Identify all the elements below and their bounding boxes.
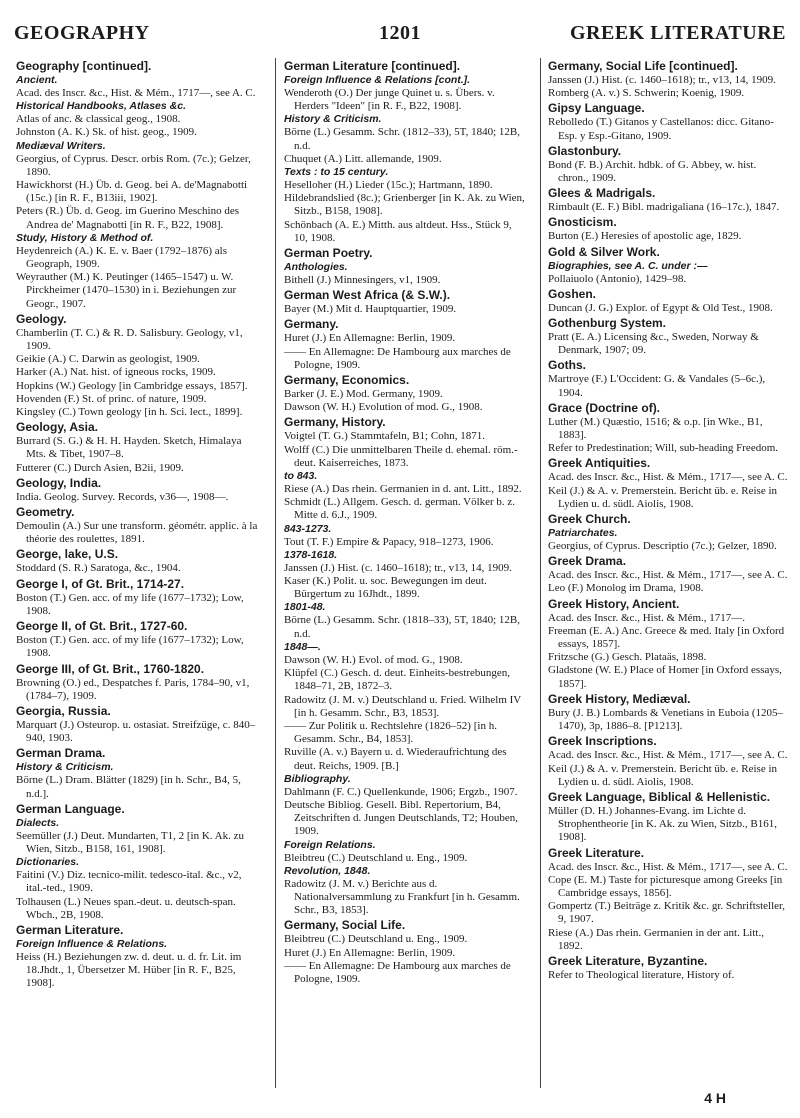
index-heading: Geology.	[16, 311, 67, 326]
index-entry: Acad. des Inscr. &c., Hist. & Mém., 1717—, see A. C.	[548, 569, 788, 582]
index-entry: Boston (T.) Gen. acc. of my life (1677–1732); Low, 1908.	[16, 634, 244, 660]
index-entry: Börne (L.) Gesamm. Schr. (1812–33), 5T, 1840; 12B, n.d.	[284, 126, 520, 152]
index-subheading: 1848—.	[284, 640, 321, 653]
index-heading: Gipsy Language.	[548, 101, 645, 116]
index-entry: Keil (J.) & A. v. Premerstein. Bericht üb. e. Reise in Lydien u. d. südl. Aiolis, 1908.	[548, 762, 778, 788]
index-entry: Kaser (K.) Polit. u. soc. Bewegungen im deut. Bürgertum zu 16Jhdt., 1899.	[284, 575, 487, 601]
index-entry: Gladstone (W. E.) Place of Homer [in Oxford essays, 1857].	[548, 664, 782, 690]
index-subheading: 843-1273.	[284, 522, 332, 535]
index-entry: Acad. des Inscr. &c., Hist. & Mém., 1717—.	[548, 611, 746, 624]
index-entry: Wenderoth (O.) Der junge Quinet u. s. Übers. v. Herders "Ideen" [in R. F., B22, 1908].	[284, 87, 495, 113]
index-entry: Hawickhorst (H.) Üb. d. Geog. bei A. de'Magnabotti (15c.) [in R. F., B13iii, 1902].	[16, 179, 248, 205]
index-heading: Greek History, Mediæval.	[548, 691, 691, 706]
index-heading: Grace (Doctrine of).	[548, 400, 661, 415]
index-entry: Acad. des Inscr. &c., Hist. & Mém., 1717—, see A. C.	[548, 749, 788, 762]
index-entry: Müller (D. H.) Johannes-Evang. im Lichte d. Strophentheorie [in K. Ak. zu Wien, Sitzb., B161, 1908].	[548, 804, 778, 844]
index-heading: Geometry.	[16, 505, 75, 520]
index-subheading: Dictionaries.	[16, 856, 80, 869]
index-entry: —— En Allemagne: De Hambourg aux marches de Pologne, 1909.	[284, 345, 511, 371]
index-subheading: Historical Handbooks, Atlases &c.	[16, 100, 186, 113]
index-entry: Keil (J.) & A. v. Premerstein. Bericht üb. e. Reise in Lydien u. d. südl. Aiolis, 1908.	[548, 484, 778, 510]
index-heading: Glees & Madrigals.	[548, 186, 656, 201]
index-heading: Gold & Silver Work.	[548, 244, 660, 259]
index-subheading: Study, History & Method of.	[16, 231, 154, 244]
index-subheading: 1801-48.	[284, 601, 326, 614]
index-entry: Faitini (V.) Diz. tecnico-milit. tedesco-ital. &c., v2, ital.-ted., 1909.	[16, 869, 242, 895]
index-heading: Geology, India.	[16, 475, 102, 490]
index-heading: Goths.	[548, 358, 586, 373]
index-heading: Gothenburg System.	[548, 316, 667, 331]
index-entry: Georgius, of Cyprus. Descriptio (7c.); Gelzer, 1890.	[548, 540, 777, 553]
index-heading: Greek Drama.	[548, 554, 627, 569]
index-entry: Hildebrandslied (8c.); Grienberger [in K. Ak. zu Wien, Sitzb., B158, 1908].	[284, 192, 525, 218]
index-heading: Glastonbury.	[548, 143, 622, 158]
index-heading: Germany, Economics.	[284, 373, 410, 388]
column-3	[548, 58, 788, 982]
index-entry: Refer to Theological literature, History of.	[548, 968, 735, 981]
index-entry: Harker (A.) Nat. hist. of igneous rocks, 1909.	[16, 366, 216, 379]
index-subheading: 1378-1618.	[284, 548, 338, 561]
index-entry: Radowitz (J. M. v.) Deutschland u. Fried. Wilhelm IV [in h. Gesamm. Schr., B3, 1853].	[284, 693, 522, 719]
index-entry: Geikie (A.) C. Darwin as geologist, 1909.	[16, 353, 200, 366]
index-entry: Rimbault (E. F.) Bibl. madrigaliana (16–17c.), 1847.	[548, 201, 780, 214]
index-subheading: History & Criticism.	[284, 113, 382, 126]
index-entry: Luther (M.) Quæstio, 1516; & o.p. [in Wke., B1, 1883].	[548, 415, 763, 442]
index-entry: Dahlmann (F. C.) Quellenkunde, 1906; Ergzb., 1907.	[284, 785, 518, 798]
index-entry: Heydenreich (A.) K. E. v. Baer (1792–1876) als Geograph, 1909.	[16, 244, 227, 271]
index-entry: Futterer (C.) Durch Asien, B2ii, 1909.	[16, 461, 184, 474]
index-heading: Germany, Social Life [continued].	[548, 59, 738, 73]
index-heading: Greek Literature.	[548, 845, 645, 860]
index-entry: Heselloher (H.) Lieder (15c.); Hartmann, 1890.	[284, 179, 493, 192]
index-entry: Huret (J.) En Allemagne: Berlin, 1909.	[284, 946, 456, 959]
index-heading: German West Africa (& S.W.).	[284, 288, 451, 303]
index-entry: Wolff (C.) Die unmittelbaren Theile d. ehemal. röm.-deut. Kaiserreiches, 1873.	[284, 443, 518, 469]
index-entry: Bond (F. B.) Archit. hdbk. of G. Abbey, w. hist. chron., 1909.	[548, 158, 757, 185]
index-heading: Greek Antiquities.	[548, 456, 651, 471]
index-entry: Fritzsche (G.) Gesch. Plataäs, 1898.	[548, 651, 707, 664]
index-entry: Acad. des Inscr. &c., Hist. & Mém., 1717—, see A. C.	[16, 87, 256, 99]
index-entry: Tolhausen (L.) Neues span.-deut. u. deutsch-span. Wbch., 2B, 1908.	[16, 895, 236, 921]
column-divider	[275, 58, 276, 1088]
index-entry: Acad. des Inscr. &c., Hist. & Mém., 1717—, see A. C.	[548, 860, 788, 873]
column-1	[16, 58, 262, 991]
index-entry: Bayer (M.) Mit d. Hauptquartier, 1909.	[284, 303, 457, 316]
index-entry: Chuquet (A.) Litt. allemande, 1909.	[284, 152, 442, 165]
index-entry: Hovenden (F.) St. of princ. of nature, 1909.	[16, 392, 207, 405]
index-entry: Kingsley (C.) Town geology [in h. Sci. lect., 1899].	[16, 406, 243, 419]
index-subheading: Foreign Influence & Relations.	[16, 937, 168, 950]
index-entry: —— Zur Politik u. Rechtslehre (1826–52) [in h. Gesamm. Schr., B4, 1853].	[284, 719, 497, 746]
index-entry: Chamberlin (T. C.) & R. D. Salisbury. Geology, v1, 1909.	[16, 326, 243, 353]
index-entry: Boston (T.) Gen. acc. of my life (1677–1732); Low, 1908.	[16, 591, 244, 617]
index-entry: Riese (A.) Das rhein. Germanien in d. ant. Litt., 1892.	[284, 483, 522, 496]
index-heading: German Poetry.	[284, 246, 373, 261]
index-entry: Demoulin (A.) Sur une transform. géométr. applic. à la théorie des roulettes, 1891.	[16, 520, 258, 546]
index-entry: Hopkins (W.) Geology [in Cambridge essays, 1857].	[16, 379, 248, 392]
index-heading: German Language.	[16, 801, 125, 816]
index-entry: Burton (E.) Heresies of apostolic age, 1829.	[548, 230, 742, 243]
index-subheading: Ancient.	[16, 74, 58, 86]
running-head-right: GREEK LITERATURE	[569, 22, 786, 44]
index-entry: Atlas of anc. & classical geog., 1908.	[16, 113, 181, 126]
index-entry: Schmidt (L.) Allgem. Gesch. d. german. Völker b. z. Mitte d. 6.J., 1909.	[284, 496, 516, 522]
index-entry: Browning (O.) ed., Despatches f. Paris, 1784–90, v1, (1784–7), 1909.	[16, 676, 250, 702]
index-entry: Georgius, of Cyprus. Descr. orbis Rom. (7c.); Gelzer, 1890.	[16, 152, 251, 178]
index-heading: George I, of Gt. Brit., 1714-27.	[16, 576, 185, 591]
index-heading: German Literature.	[16, 922, 124, 937]
index-heading: George, lake, U.S.	[16, 547, 119, 562]
column-2	[284, 58, 528, 986]
index-entry: Weyrauther (M.) K. Peutinger (1465–1547) u. W. Pirckheimer (1470–1530) in i. Beziehungen zur Geogr., 1907.	[16, 271, 237, 310]
index-heading: Greek Church.	[548, 512, 631, 527]
index-heading: Germany, History.	[284, 415, 386, 430]
index-heading: Gnosticism.	[548, 215, 617, 230]
index-entry: Börne (L.) Dram. Blätter (1829) [in h. Schr., B4, 5, n.d.].	[16, 774, 241, 800]
index-entry: Janssen (J.) Hist. (c. 1460–1618); tr., v13, 14, 1909.	[548, 74, 776, 86]
index-entry: Barker (J. E.) Mod. Germany, 1909.	[284, 388, 443, 401]
index-entry: Schönbach (A. E.) Mitth. aus altdeut. Hss., Stück 9, 10, 1908.	[284, 218, 512, 244]
index-heading: Geography [continued].	[16, 59, 152, 73]
index-entry: Marquart (J.) Osteurop. u. ostasiat. Streifzüge, c. 840–940, 1903.	[16, 718, 256, 745]
index-heading: Germany.	[284, 317, 339, 332]
index-entry: Radowitz (J. M. v.) Berichte aus d. Nationalversammlung zu Frankfurt [in h. Gesamm. Schr., B3, 1853].	[284, 877, 520, 917]
index-entry: Refer to Predestination; Will, sub-heading Freedom.	[548, 442, 779, 455]
index-entry: Seemüller (J.) Deut. Mundarten, T1, 2 [in K. Ak. zu Wien, Sitzb., B158, 161, 1908].	[16, 829, 245, 855]
index-heading: German Drama.	[16, 746, 106, 761]
index-entry: Dawson (W. H.) Evol. of mod. G., 1908.	[284, 653, 463, 666]
index-entry: Acad. des Inscr. &c., Hist. & Mém., 1717—, see A. C.	[548, 471, 788, 484]
index-entry: Peters (R.) Üb. d. Geog. im Guerino Meschino des Andrea de' Magnabotti [in R. F., B22, 1908].	[16, 205, 240, 231]
index-subheading: Mediæval Writers.	[16, 139, 106, 152]
index-entry: Bithell (J.) Minnesingers, v1, 1909.	[284, 274, 441, 287]
index-subheading: Anthologies.	[284, 261, 348, 274]
index-entry: Johnston (A. K.) Sk. of hist. geog., 1909.	[16, 126, 197, 139]
index-entry: Dawson (W. H.) Evolution of mod. G., 1908.	[284, 401, 483, 414]
index-entry: Tout (T. F.) Empire & Papacy, 918–1273, 1906.	[284, 535, 494, 548]
index-entry: Martroye (F.) L'Occident: G. & Vandales (5–6c.), 1904.	[548, 373, 766, 399]
index-entry: Freeman (E. A.) Anc. Greece & med. Italy [in Oxford essays, 1857].	[548, 624, 785, 651]
index-heading: Germany, Social Life.	[284, 918, 406, 933]
index-subheading: Biographies, see A. C. under :—	[548, 259, 708, 272]
index-entry: Pratt (E. A.) Licensing &c., Sweden, Norway & Denmark, 1907; 09.	[548, 331, 759, 357]
index-subheading: Foreign Influence & Relations [cont.].	[284, 74, 471, 86]
index-heading: Greek History, Ancient.	[548, 596, 680, 611]
index-entry: Gompertz (T.) Beiträge z. Kritik &c. gr. Schriftsteller, 9, 1907.	[548, 900, 785, 926]
index-heading: George II, of Gt. Brit., 1727-60.	[16, 619, 188, 634]
index-entry: —— En Allemagne: De Hambourg aux marches de Pologne, 1909.	[284, 959, 511, 985]
index-entry: Pollaiuolo (Antonio), 1429–98.	[548, 272, 687, 285]
index-entry: Janssen (J.) Hist. (c. 1460–1618); tr., v13, 14, 1909.	[284, 561, 512, 574]
index-subheading: to 843.	[284, 470, 318, 483]
index-subheading: Texts : to 15 century.	[284, 166, 389, 179]
running-head	[14, 22, 786, 52]
index-heading: Georgia, Russia.	[16, 703, 111, 718]
column-divider	[540, 58, 541, 1088]
index-entry: Bury (J. B.) Lombards & Venetians in Euboia (1205–1470), 3p, 1886–8. [P1213].	[548, 706, 784, 733]
index-heading: Goshen.	[548, 286, 597, 301]
index-subheading: Bibliography.	[284, 772, 351, 785]
index-entry: Stoddard (S. R.) Saratoga, &c., 1904.	[16, 562, 181, 575]
signature-mark: 4 H	[704, 1090, 726, 1106]
index-entry: Rebolledo (T.) Gitanos y Castellanos: dicc. Gitano-Esp. y Esp.-Gitano, 1909.	[548, 116, 774, 142]
index-entry: Klüpfel (C.) Gesch. d. deut. Einheits-bestrebungen, 1848–71, 2B, 1872–3.	[284, 667, 511, 693]
index-heading: Greek Literature, Byzantine.	[548, 953, 708, 968]
index-heading: German Literature [continued].	[284, 59, 461, 73]
index-entry: Duncan (J. G.) Explor. of Egypt & Old Test., 1908.	[548, 301, 773, 314]
index-subheading: Patriarchates.	[548, 527, 618, 540]
index-entry: Riese (A.) Das rhein. Germanien in der ant. Litt., 1892.	[548, 926, 764, 952]
index-entry: Cope (E. M.) Taste for picturesque among Greeks [in Cambridge essays, 1856].	[548, 873, 783, 899]
index-heading: Greek Language, Biblical & Hellenistic.	[548, 789, 771, 804]
index-entry: Leo (F.) Monolog im Drama, 1908.	[548, 582, 704, 595]
index-heading: Greek Inscriptions.	[548, 734, 657, 749]
index-entry: Voigtel (T. G.) Stammtafeln, B1; Cohn, 1871.	[284, 430, 485, 443]
page-number: 1201	[379, 22, 421, 44]
index-entry: Bleibtreu (C.) Deutschland u. Eng., 1909.	[284, 933, 468, 946]
index-entry: Bleibtreu (C.) Deutschland u. Eng., 1909.	[284, 851, 468, 864]
index-heading: George III, of Gt. Brit., 1760-1820.	[16, 661, 205, 676]
index-subheading: History & Criticism.	[16, 761, 114, 774]
index-subheading: Dialects.	[16, 816, 60, 829]
index-entry: Romberg (A. v.) S. Schwerin; Koenig, 1909.	[548, 87, 745, 100]
index-subheading: Foreign Relations.	[284, 838, 376, 851]
index-entry: Deutsche Bibliog. Gesell. Bibl. Repertorium, B4, Zeitschriften d. Jungen Deutschlands, T2; Houben, 1909.	[284, 798, 519, 838]
running-head-left: GEOGRAPHY	[14, 22, 150, 44]
index-entry: Heiss (H.) Beziehungen zw. d. deut. u. d. fr. Lit. im 18.Jhdt., 1, Übersetzer M. Hüber [in R. F., B25, 1908].	[16, 950, 242, 990]
index-heading: Geology, Asia.	[16, 420, 99, 435]
index-entry: Burrard (S. G.) & H. H. Hayden. Sketch, Himalaya Mts. & Tibet, 1907–8.	[16, 435, 242, 461]
index-subheading: Revolution, 1848.	[284, 864, 371, 877]
index-entry: Börne (L.) Gesamm. Schr. (1818–33), 5T, 1840; 12B, n.d.	[284, 614, 520, 640]
index-entry: Huret (J.) En Allemagne: Berlin, 1909.	[284, 332, 456, 345]
index-entry: India. Geolog. Survey. Records, v36—, 1908—.	[16, 490, 229, 503]
index-entry: Ruville (A. v.) Bayern u. d. Wiederaufrichtung des deut. Reichs, 1909. [B.]	[284, 746, 507, 772]
